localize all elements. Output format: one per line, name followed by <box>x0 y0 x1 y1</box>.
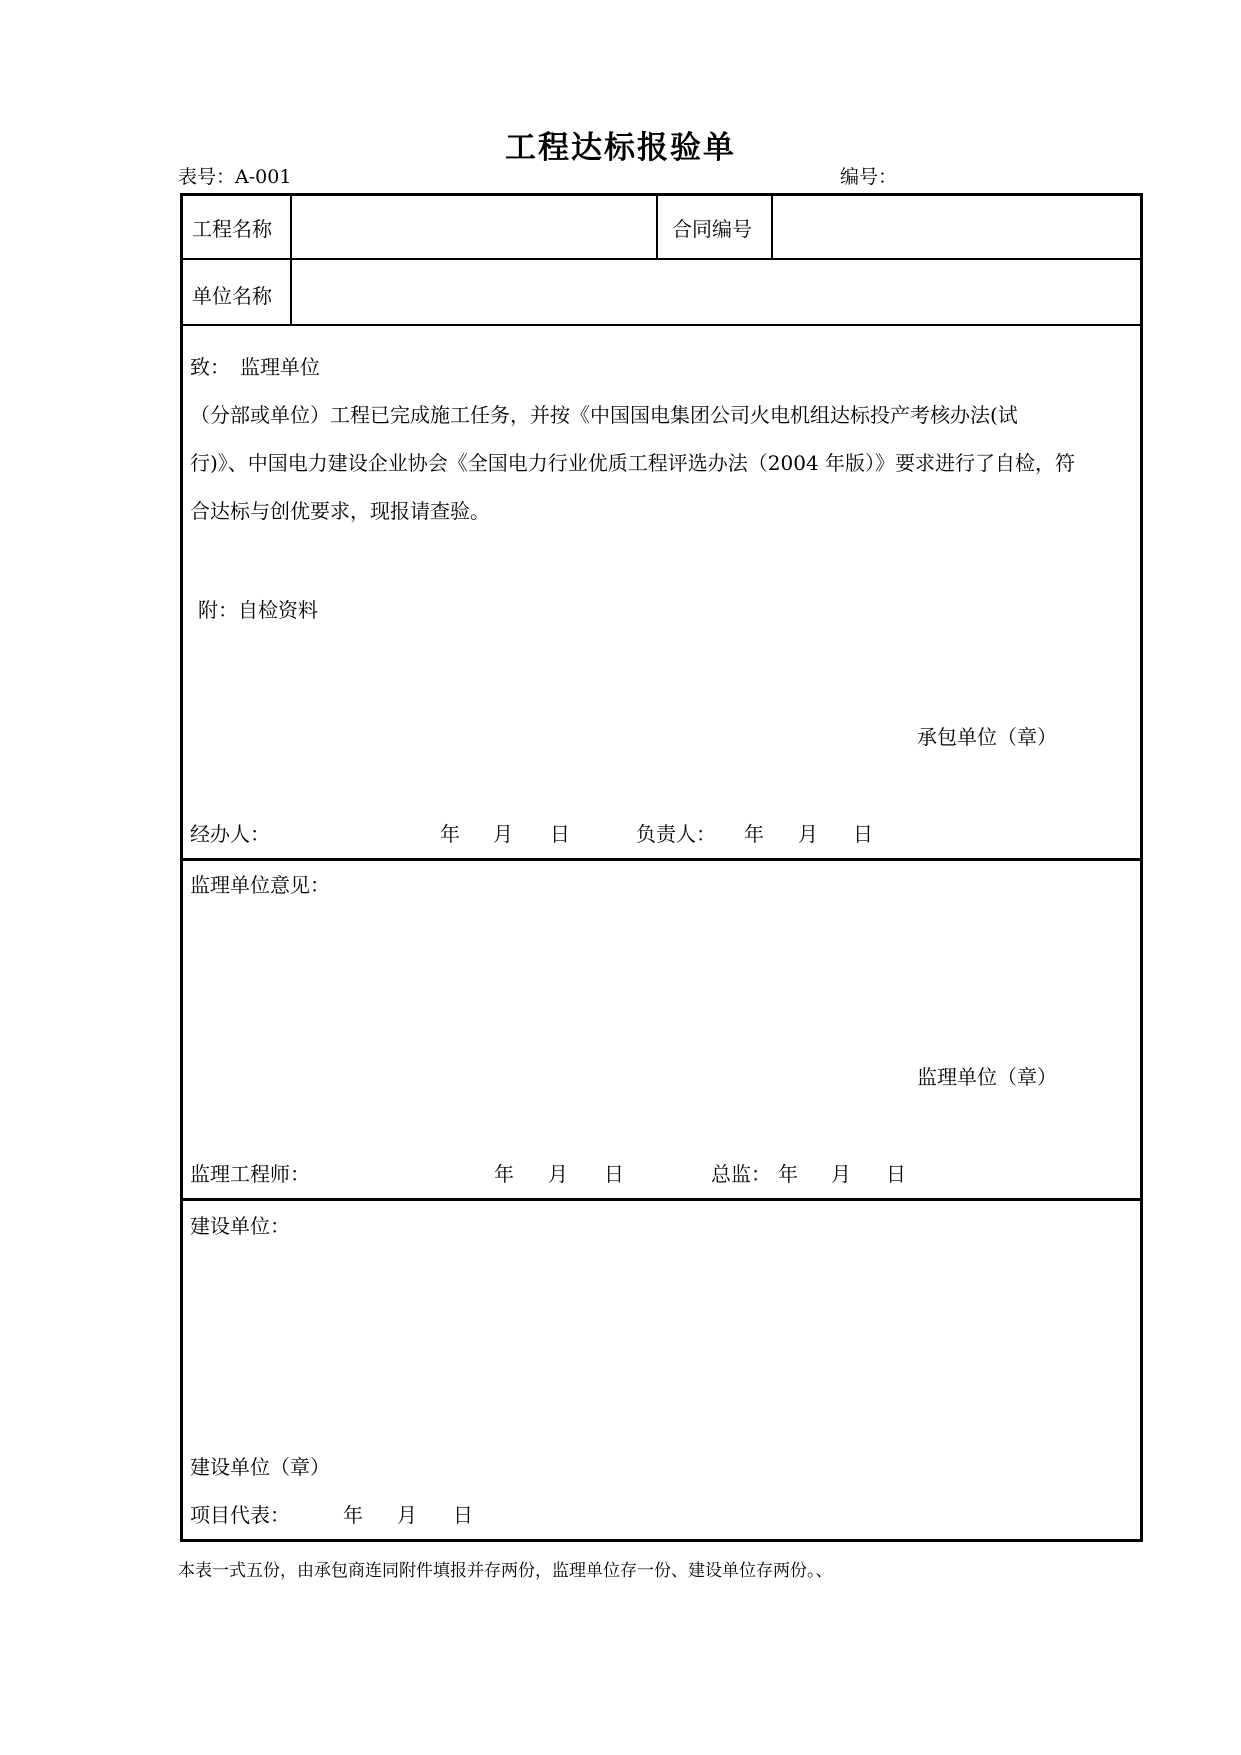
engineer-date-day: 日 <box>604 1162 624 1186</box>
contractor-seal-label: 承包单位（章） <box>917 725 1057 749</box>
distribution-note: 本表一式五份，由承包商连同附件填报并存两份，监理单位存一份、建设单位存两份。、 <box>178 1561 833 1581</box>
contract-number-field[interactable] <box>775 197 1137 257</box>
owner-opinion-field[interactable] <box>186 1250 1136 1450</box>
owner-unit-label: 建设单位： <box>190 1214 290 1238</box>
chief-supervisor-label: 总监： <box>711 1162 771 1186</box>
row-divider-1 <box>180 258 1143 260</box>
engineer-date-year: 年 <box>494 1162 514 1186</box>
report-paragraph-line-2: 行)》、中国电力建设企业协会《全国电力行业优质工程评选办法（2004 年版）》要求进行了自检，符 <box>190 451 1076 475</box>
handler-date-year: 年 <box>440 822 460 846</box>
form-title: 工程达标报验单 <box>505 130 736 166</box>
serial-number-label: 编号： <box>840 166 898 188</box>
responsible-label: 负责人： <box>636 822 716 846</box>
responsible-date-month: 月 <box>798 822 818 846</box>
col-divider-contract-right <box>771 193 773 260</box>
report-paragraph-line-3: 合达标与创优要求，现报请查验。 <box>190 499 490 523</box>
supervising-engineer-label: 监理工程师： <box>190 1162 310 1186</box>
project-name-field[interactable] <box>294 197 654 257</box>
col-divider-label <box>290 193 292 326</box>
chief-date-day: 日 <box>886 1162 906 1186</box>
rep-date-month: 月 <box>397 1503 417 1527</box>
engineer-date-month: 月 <box>548 1162 568 1186</box>
chief-date-month: 月 <box>831 1162 851 1186</box>
supervision-opinion-label: 监理单位意见： <box>190 873 330 897</box>
handler-date-day: 日 <box>550 822 570 846</box>
chief-date-year: 年 <box>778 1162 798 1186</box>
project-name-label: 工程名称 <box>192 217 272 241</box>
attachment-note: 附：自检资料 <box>198 598 318 622</box>
unit-name-field[interactable] <box>294 262 1137 322</box>
form-number: 表号：A-001 <box>178 166 292 188</box>
unit-name-label: 单位名称 <box>192 284 272 308</box>
report-paragraph-line-1: （分部或单位）工程已完成施工任务，并按《中国国电集团公司火电机组达标投产考核办法(试 <box>190 403 1018 427</box>
rep-date-day: 日 <box>453 1503 473 1527</box>
rep-date-year: 年 <box>343 1503 363 1527</box>
responsible-date-year: 年 <box>744 822 764 846</box>
contract-number-label: 合同编号 <box>672 217 752 241</box>
responsible-date-day: 日 <box>853 822 873 846</box>
handler-label: 经办人： <box>190 822 270 846</box>
col-divider-contract-left <box>656 193 658 260</box>
owner-seal-label: 建设单位（章） <box>190 1455 330 1479</box>
row-divider-4 <box>180 1198 1143 1201</box>
row-divider-2 <box>180 324 1143 326</box>
handler-date-month: 月 <box>493 822 513 846</box>
addressee-line: 致： 监理单位 <box>190 355 320 379</box>
supervision-opinion-field[interactable] <box>186 908 1136 1028</box>
supervision-seal-label: 监理单位（章） <box>917 1065 1057 1089</box>
project-representative-label: 项目代表： <box>190 1503 290 1527</box>
